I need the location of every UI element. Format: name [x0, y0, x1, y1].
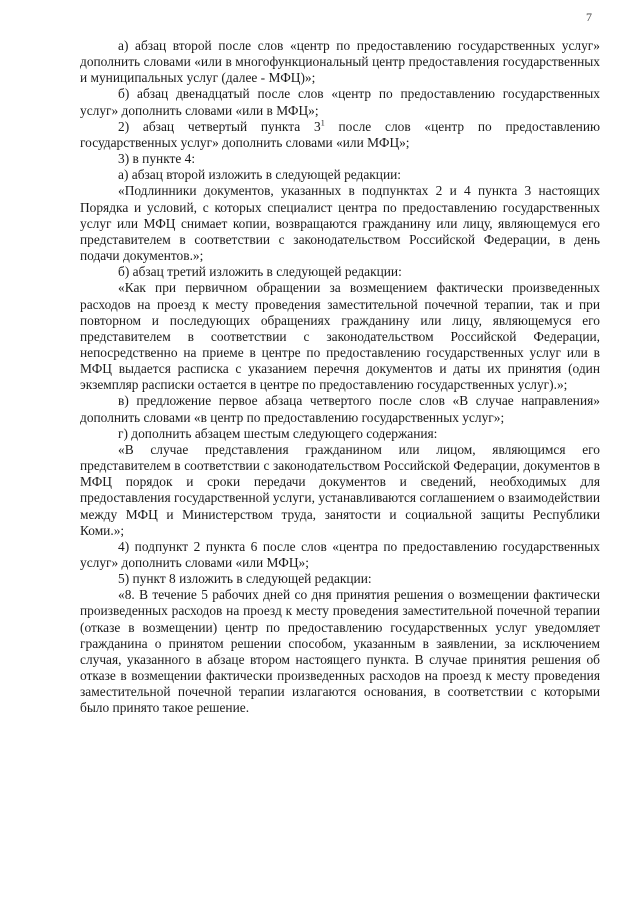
paragraph-3g-quote: «В случае представления гражданином или лицом, являющимся его представителем в соответствии с законодательством Российской Федерации, документов в МФЦ порядок и сроки передачи документов и сведений, необходимых для предоставления государственной услуги, устанавливаются соглашением о взаимодействии между МФЦ и Министерством труда, занятости и социальной защиты Республики Коми.»;: [80, 441, 600, 538]
paragraph-1a: а) абзац второй после слов «центр по предоставлению государственных услуг» дополнить словами «или в многофункциональный центр предоставления государственных и муниципальных услуг (далее - МФЦ)»;: [80, 38, 600, 86]
paragraph-2-head: 2) абзац четвертый пункта 3: [118, 118, 321, 134]
paragraph-2-superscript: 1: [320, 118, 325, 128]
paragraph-4: 4) подпункт 2 пункта 6 после слов «центра по предоставлению государственных услуг» дополнить словами «или МФЦ»;: [80, 538, 600, 570]
paragraph-3v: в) предложение первое абзаца четвертого после слов «В случае направления» дополнить словами «в центр по предоставлению государственных услуг»;: [80, 393, 600, 425]
paragraph-3g: г) дополнить абзацем шестым следующего содержания:: [118, 425, 438, 441]
paragraph-1b: б) абзац двенадцатый после слов «центр по предоставлению государственных услуг» дополнить словами «или в МФЦ»;: [80, 86, 600, 118]
paragraph-5-quote: «8. В течение 5 рабочих дней со дня принятия решения о возмещении фактически произведенных расходов на проезд к месту проведения заместительной почечной терапии (отказе в возмещении) центр по предоставлению государственных услуг уведомляет гражданина о принятом решении способом, указанным в заявлении, за исключением случая, указанного в абзаце втором настоящего пункта. В случае принятия решения об отказе в возмещении фактически произведенных расходов на проезд к месту проведения заместительной почечной терапии излагаются основания, в соответствии с которыми было принято такое решение.: [80, 587, 600, 716]
paragraph-3: 3) в пункте 4:: [118, 151, 196, 167]
paragraph-5: 5) пункт 8 изложить в следующей редакции:: [118, 571, 372, 587]
paragraph-3b: б) абзац третий изложить в следующей редакции:: [118, 264, 402, 280]
paragraph-3a: а) абзац второй изложить в следующей редакции:: [118, 167, 402, 183]
page-number: 7: [586, 10, 592, 24]
paragraph-3a-quote: «Подлинники документов, указанных в подпунктах 2 и 4 пункта 3 настоящих Порядка и условий, с которых специалист центра по предоставлению государственных услуг или МФЦ снимает копии, возвращаются гражданину или лицу, являющемуся его представителем в соответствии с законодательством Российской Федерации, в день подачи документов.»;: [80, 183, 600, 264]
paragraph-2: [80, 119, 600, 151]
paragraph-3b-quote: «Как при первичном обращении за возмещением фактически произведенных расходов на проезд к месту проведения заместительной почечной терапии, так и при повторном и последующих обращениях гражданину или лицу, являющемуся его представителем в соответствии с законодательством Российской Федерации, непосредственно на приеме в центре по предоставлению государственных услуг или в МФЦ выдается расписка с указанием перечня документов и даты их принятия (один экземпляр расписки остается в центре по предоставлению государственных услуг).»;: [80, 280, 600, 393]
paragraph-2-tail: после слов «центр по предоставлению государственных услуг» дополнить словами «или МФЦ»;: [80, 118, 601, 150]
document-body: [80, 38, 600, 717]
